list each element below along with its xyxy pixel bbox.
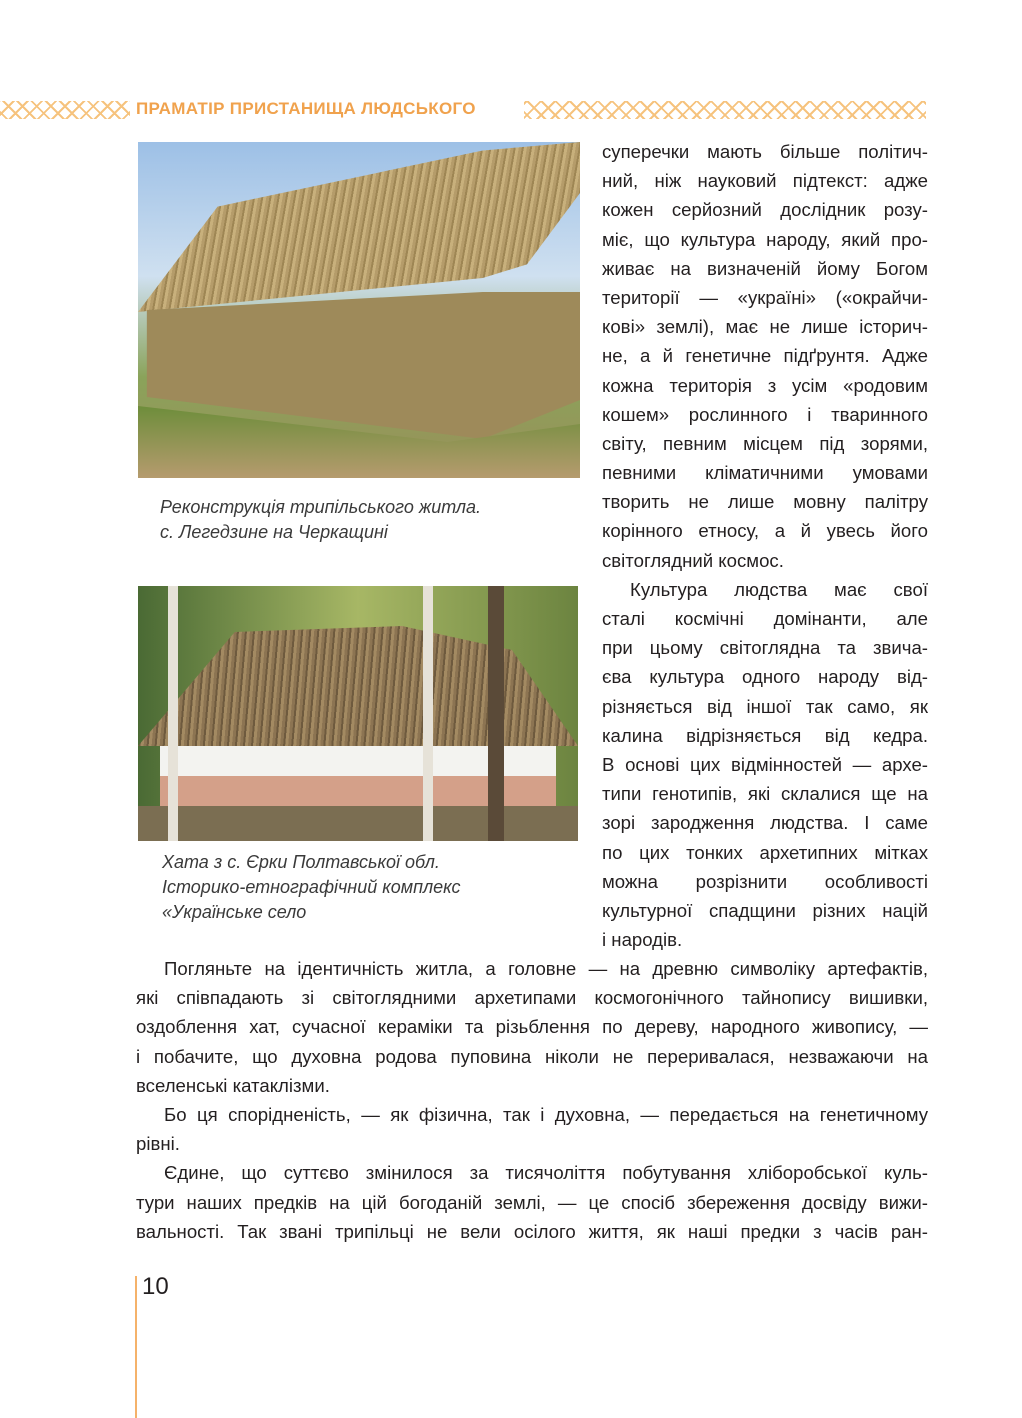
- paragraph-line: живає на визначеній йому Богом: [602, 257, 928, 279]
- photo-caption-2: [162, 850, 460, 925]
- paragraph-line: Єдине, що суттєво змінилося за тисячоліття побутування хліборобської куль-: [164, 1162, 928, 1184]
- full-width-text: [136, 954, 928, 1246]
- paragraph-line: по цих тонких архетипних мітках: [602, 841, 928, 863]
- photo-caption-1: [160, 495, 481, 545]
- paragraph-line: корінного етносу, а й увесь його: [602, 520, 928, 542]
- paragraph-line: кожен серйозний дослідник розу-: [602, 199, 928, 221]
- paragraph-line: певними кліматичними умовами: [602, 462, 928, 484]
- paragraph-line: території — «україні» («окрайчи-: [602, 286, 928, 308]
- paragraph-line: ний, ніж науковий підтекст: адже: [602, 170, 928, 192]
- photo-trypillian-dwelling: [138, 142, 580, 478]
- paragraph-line: Бо ця спорідненість, — як фізична, так і духовна, — передається на генетичному: [164, 1103, 928, 1125]
- caption-line: с. Легедзине на Черкащині: [160, 522, 388, 542]
- paragraph-line: типи генотипів, які склалися ще на: [602, 783, 928, 805]
- paragraph-line: оздоблення хат, сучасної кераміки та різьблення по дереву, народного живопису, —: [136, 1016, 928, 1038]
- paragraph-line: творить не лише мовну палітру: [602, 491, 928, 513]
- paragraph-line: кошем» рослинного і тваринного: [602, 403, 928, 425]
- paragraph-line: світоглядний космос.: [602, 549, 784, 571]
- paragraph-line: вселенські катаклізми.: [136, 1074, 330, 1096]
- paragraph-line: різняється від іншої так само, як: [602, 695, 928, 717]
- paragraph-line: суперечки мають більше політич-: [602, 141, 928, 162]
- paragraph-line: можна розрізнити особливості: [602, 870, 928, 892]
- paragraph-line: не, а й генетичне підґрунтя. Адже: [602, 345, 928, 367]
- photo-poltava-house: [138, 586, 578, 841]
- caption-line: Хата з с. Єрки Полтавської обл.: [162, 852, 440, 872]
- paragraph-line: при цьому світоглядна та звича-: [602, 637, 928, 659]
- paragraph-line: єва культура одного народу від-: [602, 666, 928, 688]
- paragraph-line: Погляньте на ідентичність житла, а головне — на древню символіку артефактів,: [164, 958, 928, 979]
- header-ornament-left: [0, 101, 130, 119]
- paragraph-line: вальності. Так звані трипільці не вели осілого життя, як наші предки з часів ран-: [136, 1220, 928, 1242]
- paragraph-line: тури наших предків на цій богоданій землі, — це спосіб збереження досвіду вижи-: [136, 1191, 928, 1213]
- caption-line: Історико-етнографічний комплекс: [162, 877, 461, 897]
- paragraph-line: В основі цих відмінностей — архе-: [602, 753, 928, 775]
- paragraph-line: кожна територія з усім «родовим: [602, 374, 928, 396]
- page-number: 10: [142, 1273, 169, 1300]
- paragraph-line: і побачите, що духовна родова пуповина ніколи не переривалася, незважаючи на: [136, 1045, 928, 1067]
- page-number-rule: [135, 1276, 137, 1418]
- paragraph-line: міє, що культура народу, який про-: [602, 228, 928, 250]
- running-header-title: ПРАМАТІР ПРИСТАНИЩА ЛЮДСЬКОГО: [136, 99, 476, 118]
- caption-line: «Українське село: [162, 902, 307, 922]
- right-column-text: [602, 137, 928, 954]
- paragraph-line: калина відрізняється від кедра.: [602, 724, 928, 746]
- paragraph-line: сталі космічні домінанти, але: [602, 608, 928, 629]
- paragraph-line: культурної спадщини різних націй: [602, 899, 928, 921]
- caption-line: Реконструкція трипільського житла.: [160, 497, 481, 517]
- paragraph-line: кові» землі), має не лише історич-: [602, 316, 928, 338]
- paragraph-line: які співпадають зі світоглядними архетипами космогонічного тайнопису вишивки,: [136, 987, 928, 1009]
- paragraph-line: рівні.: [136, 1133, 180, 1155]
- paragraph-line: і народів.: [602, 929, 683, 951]
- header-ornament-right: [524, 101, 926, 119]
- paragraph-line: зорі зародження людства. І саме: [602, 812, 928, 834]
- paragraph-line: Культура людства має свої: [630, 578, 928, 600]
- paragraph-line: світу, певним місцем під зорями,: [602, 432, 928, 454]
